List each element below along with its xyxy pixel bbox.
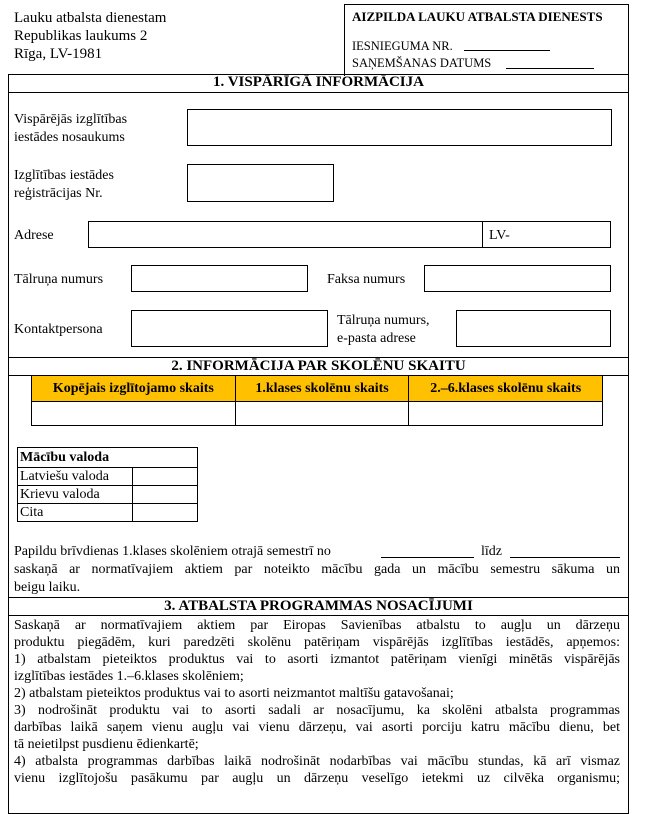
section1-title-divider (8, 92, 629, 93)
contact-phone-label-2: e-pasta adrese (337, 331, 416, 346)
phone-input[interactable] (131, 265, 308, 292)
address-input[interactable] (88, 221, 611, 248)
contact-phone-email-input[interactable] (456, 310, 611, 347)
institution-name-label-1: Vispārējās izglītības (14, 112, 128, 127)
section2-title: 2. INFORMĀCIJA PAR SKOLĒNU SKAITU (171, 358, 466, 374)
language-latvian-checkbox[interactable] (133, 468, 198, 486)
total-pupils-cell[interactable] (32, 402, 236, 426)
language-table-header: Mācību valoda (18, 448, 198, 468)
grades-2-6-pupils-cell[interactable] (409, 402, 603, 426)
phone-label: Tālruņa numurs (14, 272, 104, 287)
grades-2-6-pupils-header: 2.–6.klases skolēnu skaits (409, 376, 603, 402)
condition-line: vienu izglītojošu pasākumu par augļu un dārzeņu veselīgo ietekmi uz cilvēka organismu; (14, 771, 620, 786)
language-russian-label: Krievu valoda (18, 486, 133, 504)
condition-line: darbības laikā saņem vienu augļu vai vienu dārzeņu, vai asorti porciju katru mācību dienu, bet (14, 720, 620, 735)
institution-name-label-2: iestādes nosaukums (14, 130, 125, 145)
recipient-address-line3: Rīga, LV-1981 (14, 46, 103, 62)
first-grade-pupils-header: 1.klases skolēnu skaits (235, 376, 409, 402)
pupil-count-table (31, 375, 603, 426)
language-other-checkbox[interactable] (133, 504, 198, 522)
language-russian-checkbox[interactable] (133, 486, 198, 504)
recipient-address-line2: Republikas laukums 2 (14, 28, 148, 44)
contact-person-label: Kontaktpersona (14, 322, 103, 337)
section3-title: 3. ATBALSTA PROGRAMMAS NOSACĪJUMI (164, 598, 473, 614)
condition-line: izglītības iestādes 1.–6.klases skolēniem; (14, 669, 244, 684)
language-other-label: Cita (18, 504, 133, 522)
application-number-field[interactable] (464, 38, 550, 51)
condition-line: 2) atbalstam pieteiktos produktus vai to asorti neizmantot maltīšu gatavošanai; (14, 686, 454, 701)
fax-input[interactable] (424, 265, 611, 292)
holiday-text-line2: saskaņā ar normatīvajiem aktiem par noteikto mācību gada un mācību semestru sākuma un (14, 562, 620, 577)
first-grade-pupils-cell[interactable] (235, 402, 409, 426)
contact-phone-label-1: Tālruņa numurs, (337, 313, 430, 328)
address-label: Adrese (14, 228, 54, 243)
received-date-label: SAŅEMŠANAS DATUMS (352, 56, 492, 70)
holiday-text-part2: līdz (481, 544, 502, 559)
holiday-text-part1: Papildu brīvdienas 1.klases skolēniem otrajā semestrī no (14, 544, 331, 559)
fax-label: Faksa numurs (327, 272, 406, 287)
registration-number-label-2: reģistrācijas Nr. (14, 186, 103, 201)
recipient-address-line1: Lauku atbalsta dienestam (14, 10, 167, 26)
holiday-to-field[interactable] (510, 545, 620, 558)
received-date-field[interactable] (506, 56, 594, 69)
condition-line: 1) atbalstam pieteiktos produktus vai to asorti izmantot patēriņam vienīgi minētās vispārējās (14, 652, 620, 667)
condition-line: Saskaņā ar normatīvajiem aktiem par Eiropas Savienības atbalstu to augļu un dārzeņu (14, 618, 620, 633)
postal-code-prefix: LV- (489, 228, 510, 243)
application-number-label: IESNIEGUMA NR. (352, 39, 453, 53)
holiday-from-field[interactable] (381, 545, 474, 558)
language-latvian-label: Latviešu valoda (18, 468, 133, 486)
condition-line: tā neietilpst pusdienu ēdienkartē; (14, 737, 199, 752)
section1-title: 1. VISPĀRĪGĀ INFORMĀCIJA (213, 74, 424, 90)
condition-line: 4) atbalsta programmas darbības laikā nodrošināt nodarbības vai mācību stundas, kā arī vismaz (14, 754, 620, 769)
section3-title-divider (8, 615, 629, 616)
condition-line: 3) nodrošināt produktu vai to asorti sadali ar nosacījumu, ka skolēni atbalsta programmas (14, 703, 620, 718)
contact-person-input[interactable] (131, 310, 328, 347)
language-table (17, 447, 198, 522)
total-pupils-header: Kopējais izglītojamo skaits (32, 376, 236, 402)
registration-number-label-1: Izglītības iestādes (14, 168, 114, 183)
holiday-text-line3: beigu laiku. (14, 580, 81, 595)
institution-name-input[interactable] (187, 109, 612, 146)
conditions-text (14, 617, 620, 787)
condition-line: produktu piegādēm, kuri paredzēti skolēnu patēriņam vispārējās izglītības iestādēs, apņemos: (14, 635, 620, 650)
postal-code-divider (482, 221, 483, 248)
office-use-title: AIZPILDA LAUKU ATBALSTA DIENESTS (352, 9, 603, 24)
registration-number-input[interactable] (187, 164, 334, 202)
